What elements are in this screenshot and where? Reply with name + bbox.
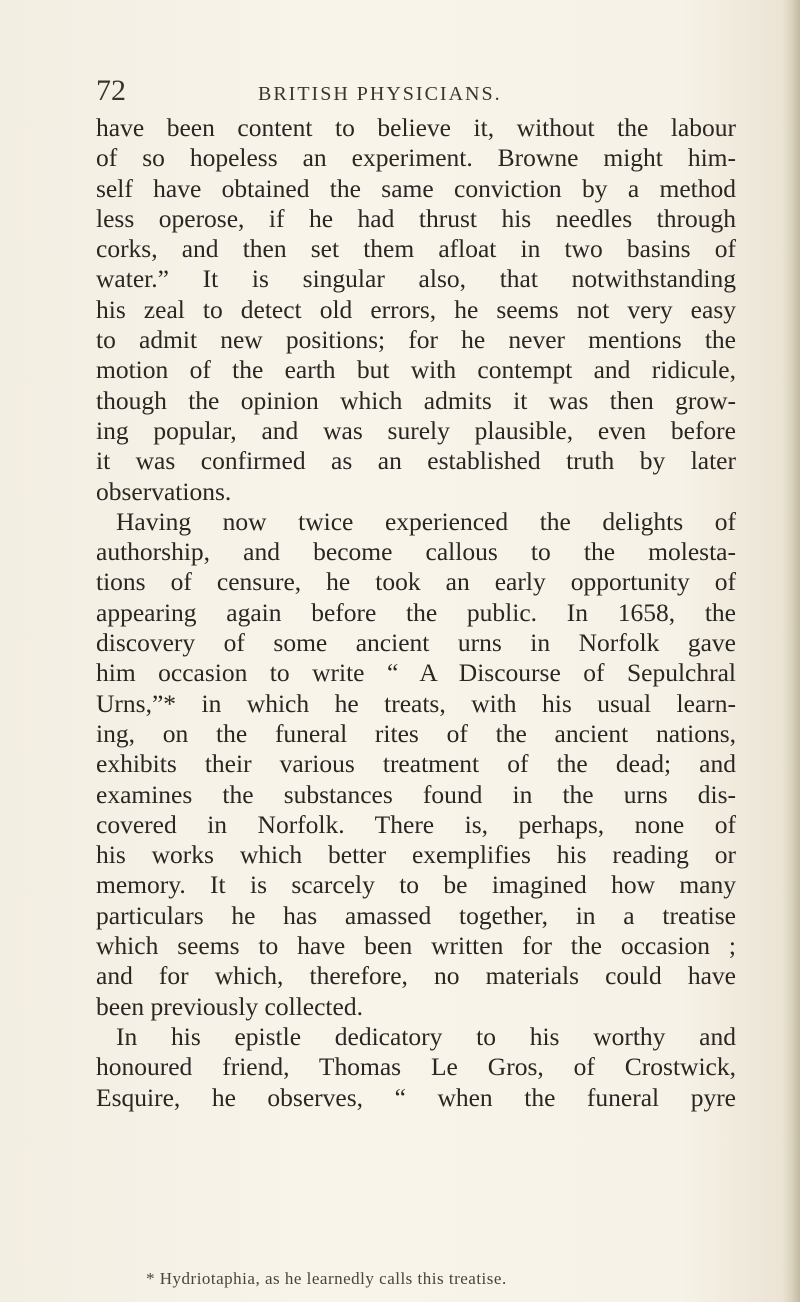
text-line: been previously collected. — [96, 991, 363, 1021]
text-line: In his epistle dedicatory to his worthy and — [116, 1021, 736, 1051]
text-line: to admit new positions; for he never mentions the — [96, 325, 736, 355]
text-line: memory. It is scarcely to be imagined how many — [96, 870, 736, 900]
page-edge-shadow — [782, 0, 800, 1302]
text-line: discovery of some ancient urns in Norfolk gave — [96, 628, 736, 658]
text-line: covered in Norfolk. There is, perhaps, none of — [96, 809, 736, 839]
text-line: of so hopeless an experiment. Browne might him- — [96, 143, 736, 173]
text-line: particulars he has amassed together, in a treatise — [96, 900, 736, 930]
body-text — [96, 113, 736, 1113]
running-head: BRITISH PHYSICIANS. — [258, 83, 502, 105]
text-line: Having now twice experienced the delights of — [116, 506, 736, 536]
text-line: Urns,”* in which he treats, with his usual learn- — [96, 688, 736, 718]
text-line: him occasion to write “ A Discourse of Sepulchral — [96, 658, 736, 688]
text-line: and for which, therefore, no materials could have — [96, 961, 736, 991]
text-line: ing, on the funeral rites of the ancient nations, — [96, 718, 736, 748]
text-line: water.” It is singular also, that notwithstanding — [96, 264, 736, 294]
text-line: Esquire, he observes, “ when the funeral pyre — [96, 1082, 736, 1112]
text-line: have been content to believe it, without the labour — [96, 113, 736, 142]
text-line: which seems to have been written for the occasion ; — [96, 931, 736, 961]
text-line: exhibits their various treatment of the dead; and — [96, 749, 736, 779]
text-line: his zeal to detect old errors, he seems not very easy — [96, 294, 736, 324]
text-line: corks, and then set them afloat in two basins of — [96, 234, 736, 264]
text-line: authorship, and become callous to the molesta- — [96, 537, 736, 567]
text-line: his works which better exemplifies his reading or — [96, 840, 736, 870]
page-number: 72 — [96, 74, 126, 107]
page-header — [96, 76, 736, 106]
text-line: honoured friend, Thomas Le Gros, of Crostwick, — [96, 1052, 736, 1082]
text-line: though the opinion which admits it was then grow- — [96, 385, 736, 415]
text-line: appearing again before the public. In 1658, the — [96, 597, 736, 627]
text-line: ing popular, and was surely plausible, even before — [96, 415, 736, 445]
text-line: self have obtained the same conviction by a method — [96, 173, 736, 203]
text-line: observations. — [96, 476, 232, 506]
text-line: tions of censure, he took an early opportunity of — [96, 567, 736, 597]
footnote: * Hydriotaphia, as he learnedly calls this treatise. — [146, 1269, 507, 1288]
text-line: it was confirmed as an established truth by later — [96, 446, 736, 476]
text-line: examines the substances found in the urns dis- — [96, 779, 736, 809]
text-line: motion of the earth but with contempt and ridicule, — [96, 355, 736, 385]
text-line: less operose, if he had thrust his needles through — [96, 203, 736, 233]
